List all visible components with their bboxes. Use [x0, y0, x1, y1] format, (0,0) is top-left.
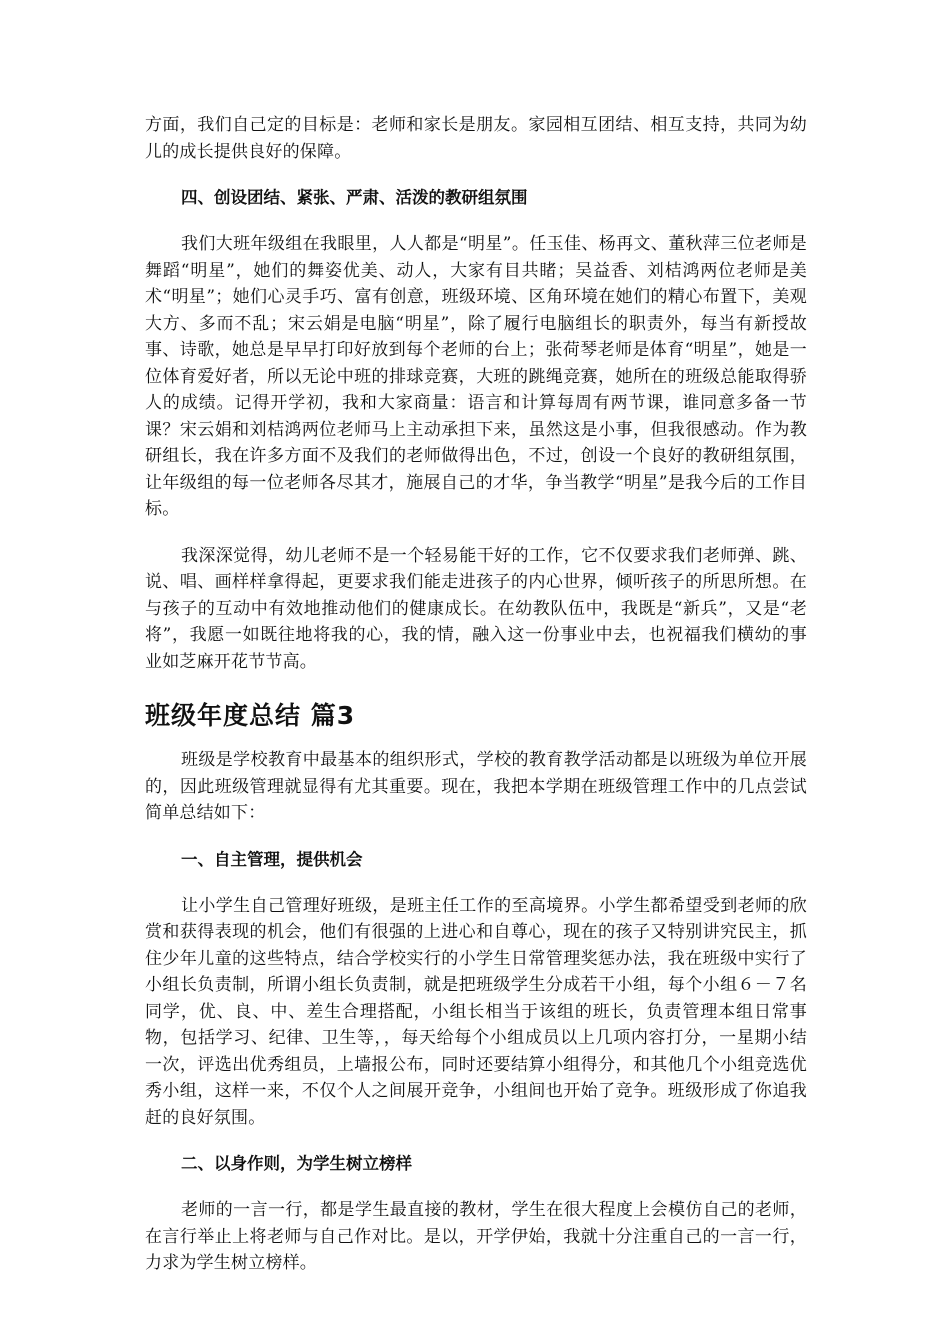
subheading-self-management: 一、自主管理，提供机会: [181, 849, 363, 869]
paragraph-role-model: 老师的一言一行，都是学生最直接的教材，学生在很大程度上会模仿自己的老师，在言行举止上将老师与自己作对比。是以，开学伊始，我就十分注重自己的一言一行，力求为学生树立榜样。: [145, 1200, 807, 1273]
paragraph-stars: 我们大班年级组在我眼里，人人都是“明星”。任玉佳、杨再文、董秋萍三位老师是舞蹈“明星”，她们的舞姿优美、动人，大家有目共睹；吴益香、刘桔鸿两位老师是美术“明星”；她们心灵手巧、富有创意，班级环境、区角环境在她们的精心布置下，美观大方、多而不乱；宋云娟是电脑“明星”，除了履行电脑组长的职责外，每当有新授故事、诗歌，她总是早早打印好放到每个老师的台上；张荷琴老师是体育“明星”，她是一位体育爱好者，所以无论中班的排球竞赛，大班的跳绳竞赛，她所在的班级总能取得骄人的成绩。记得开学初，我和大家商量：语言和计算每周有两节课，谁同意多备一节课？宋云娟和刘桔鸿两位老师马上主动承担下来，虽然这是小事，但我很感动。作为教研组长，我在许多方面不及我们的老师做得出色，不过，创设一个良好的教研组氛围，让年级组的每一位老师各尽其才，施展自己的才华，争当教学“明星”是我今后的工作目标。: [145, 234, 807, 519]
paragraph-intro: 班级是学校教育中最基本的组织形式，学校的教育教学活动都是以班级为单位开展的，因此班级管理就显得有尤其重要。现在，我把本学期在班级管理工作中的几点尝试简单总结如下：: [145, 750, 807, 823]
subheading-section-four: 四、创设团结、紧张、严肃、活泼的教研组氛围: [181, 188, 528, 207]
subheading-role-model: 二、以身作则，为学生树立榜样: [181, 1154, 412, 1173]
section-title: 班级年度总结 篇3: [145, 701, 356, 730]
paragraph-self-management: 让小学生自己管理好班级，是班主任工作的至高境界。小学生都希望受到老师的欣赏和获得表现的机会，他们有很强的上进心和自尊心，现在的孩子又特别讲究民主，抓住少年儿童的这些特点，结合学校实行的小学生日常管理奖惩办法，我在班级中实行了小组长负责制，所谓小组长负责制，就是把班级学生分成若干小组，每个小组６－７名同学，优、良、中、差生合理搭配，小组长相当于该组的班长，负责管理本组日常事物，包括学习、纪律、卫生等，，每天给每个小组成员以上几项内容打分，一星期小结一次，评选出优秀组员，上墙报公布，同时还要结算小组得分，和其他几个小组竞选优秀小组，这样一来，不仅个人之间展开竞争，小组间也开始了竞争。班级形成了你追我赶的良好氛围。: [145, 895, 807, 1128]
paragraph-continuation: 方面，我们自己定的目标是：老师和家长是朋友。家园相互团结、相互支持，共同为幼儿的成长提供良好的保障。: [145, 115, 807, 162]
document-page: [145, 112, 807, 1277]
paragraph-reflection: 我深深觉得，幼儿老师不是一个轻易能干好的工作，它不仅要求我们老师弹、跳、说、唱、画样样拿得起，更要求我们能走进孩子的内心世界，倾听孩子的所思所想。在与孩子的互动中有效地推动他们的健康成长。在幼教队伍中，我既是“新兵”，又是“老将”，我愿一如既往地将我的心，我的情，融入这一份事业中去，也祝福我们横幼的事业如芝麻开花节节高。: [145, 545, 807, 672]
